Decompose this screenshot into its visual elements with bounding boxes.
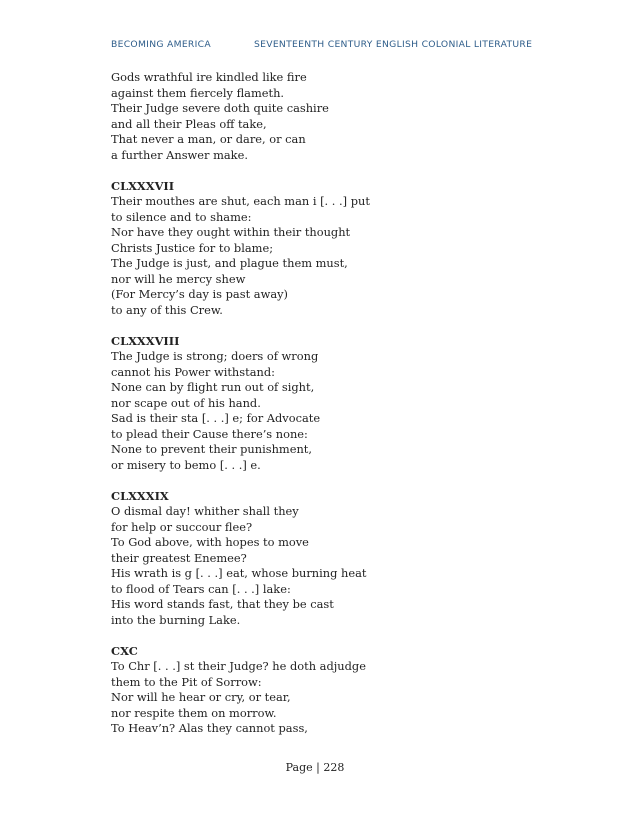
stanza	[111, 70, 531, 163]
poem-line: Nor have they ought within their thought	[111, 225, 351, 239]
running-header	[111, 39, 531, 53]
poem-line: nor will he mercy shew	[111, 271, 246, 286]
poem-line: them to the Pit of Sorrow:	[111, 674, 262, 689]
poem-line: to silence and to shame:	[111, 209, 252, 224]
poem-line: To Heav’n? Alas they cannot pass,	[111, 721, 308, 735]
page-number: Page | 228	[285, 761, 345, 774]
poem-line: That never a man, or dare, or can	[111, 132, 306, 146]
poem-line: O dismal day! whither shall they	[111, 504, 299, 518]
stanza	[111, 489, 531, 629]
poem-line: Gods wrathful ire kindled like fire	[111, 70, 307, 84]
header-section-title: SEVENTEENTH CENTURY ENGLISH COLONIAL LITERATURE	[254, 39, 533, 50]
poem-line: a further Answer make.	[111, 147, 248, 162]
poem-line: to plead their Cause there’s none:	[111, 426, 308, 441]
poem-line: Their Judge severe doth quite cashire	[111, 101, 329, 115]
poem-line: to any of this Crew.	[111, 302, 223, 317]
poem-line: into the burning Lake.	[111, 612, 241, 627]
poem-line: His word stands fast, that they be cast	[111, 597, 334, 611]
stanza-heading: CLXXXVIII	[111, 333, 180, 348]
stanza-heading: CLXXXVII	[111, 178, 175, 193]
stanza-heading: CXC	[111, 643, 138, 658]
poem-line: Christs Justice for to blame;	[111, 240, 274, 255]
stanza	[111, 179, 531, 319]
poem-line: against them fiercely flameth.	[111, 85, 285, 100]
poem-line: or misery to bemo [. . .] e.	[111, 457, 261, 472]
poem-body	[111, 70, 531, 752]
poem-line: nor scape out of his hand.	[111, 395, 261, 410]
poem-line: None can by flight run out of sight,	[111, 380, 315, 394]
poem-line: His wrath is g [. . .] eat, whose burning heat	[111, 566, 367, 580]
poem-line: and all their Pleas off take,	[111, 116, 267, 131]
poem-line: The Judge is just, and plague them must,	[111, 256, 348, 270]
header-book-title: BECOMING AMERICA	[111, 39, 211, 50]
poem-line: Their mouthes are shut, each man i [. . .] put	[111, 194, 370, 208]
stanza	[111, 644, 531, 737]
poem-line: (For Mercy’s day is past away)	[111, 287, 288, 301]
poem-line: to flood of Tears can [. . .] lake:	[111, 581, 291, 596]
poem-line: Sad is their sta [. . .] e; for Advocate	[111, 411, 321, 425]
poem-line: To Chr [. . .] st their Judge? he doth adjudge	[111, 659, 366, 673]
poem-line: None to prevent their punishment,	[111, 442, 312, 456]
stanza-heading: CLXXXIX	[111, 488, 169, 503]
poem-line: Nor will he hear or cry, or tear,	[111, 690, 291, 704]
poem-line: The Judge is strong; doers of wrong	[111, 349, 319, 363]
poem-line: cannot his Power withstand:	[111, 364, 275, 379]
stanza	[111, 334, 531, 474]
poem-line: nor respite them on morrow.	[111, 705, 277, 720]
poem-line: for help or succour flee?	[111, 519, 253, 534]
poem-line: To God above, with hopes to move	[111, 535, 309, 549]
poem-line: their greatest Enemee?	[111, 550, 247, 565]
